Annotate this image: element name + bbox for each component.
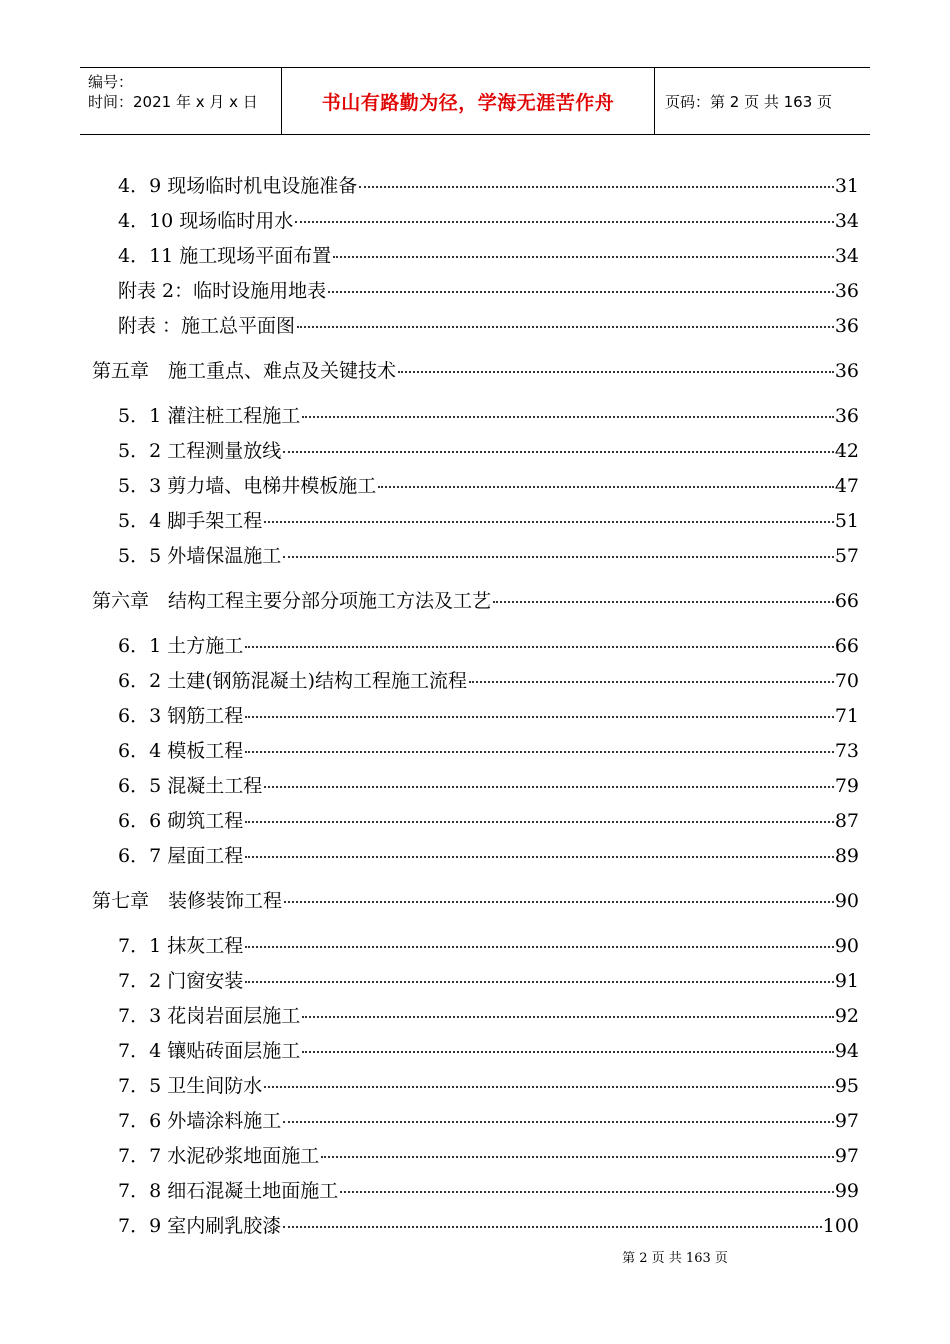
toc-entry-title: 5．2 工程测量放线 xyxy=(118,440,282,462)
toc-entry-page-number: 89 xyxy=(834,845,859,867)
toc-entry-title: 5．4 脚手架工程 xyxy=(118,510,263,532)
toc-entry-page-number: 90 xyxy=(834,890,859,912)
page-header xyxy=(80,67,870,135)
toc-entry-title: 6．2 土建(钢筋混凝土)结构工程施工流程 xyxy=(118,670,468,692)
toc-leader-dots xyxy=(398,347,834,373)
header-motto: 书山有路勤为径，学海无涯苦作舟 xyxy=(282,68,655,134)
toc-leader-dots xyxy=(378,462,834,488)
toc-section-entry[interactable] xyxy=(118,731,859,762)
toc-entry-title: 7．5 卫生间防水 xyxy=(118,1075,263,1097)
toc-chapter-entry[interactable] xyxy=(92,351,859,382)
document-date: 时间：2021 年 x 月 x 日 xyxy=(88,93,258,111)
toc-section-entry[interactable] xyxy=(118,836,859,867)
toc-entry-page-number: 66 xyxy=(834,590,859,612)
document-number-label: 编号： xyxy=(88,73,134,91)
toc-entry-title: 5．1 灌注桩工程施工 xyxy=(118,405,301,427)
toc-entry-page-number: 66 xyxy=(834,635,859,657)
toc-section-entry[interactable] xyxy=(118,1136,859,1167)
toc-entry-title: 6．4 模板工程 xyxy=(118,740,244,762)
toc-entry-title: 6．3 钢筋工程 xyxy=(118,705,244,727)
toc-section-entry[interactable] xyxy=(118,1101,859,1132)
toc-entry-page-number: 87 xyxy=(834,810,859,832)
toc-section-entry[interactable] xyxy=(118,661,859,692)
toc-entry-page-number: 91 xyxy=(834,970,859,992)
toc-entry-page-number: 57 xyxy=(834,545,859,567)
toc-entry-page-number: 97 xyxy=(834,1110,859,1132)
toc-entry-page-number: 92 xyxy=(834,1005,859,1027)
toc-section-entry[interactable] xyxy=(118,536,859,567)
toc-section-entry[interactable] xyxy=(118,926,859,957)
toc-entry-page-number: 51 xyxy=(834,510,859,532)
toc-leader-dots xyxy=(284,877,834,903)
toc-leader-dots xyxy=(245,957,834,983)
toc-entry-title: 4．9 现场临时机电设施准备 xyxy=(118,175,358,197)
toc-entry-page-number: 34 xyxy=(834,245,859,267)
toc-entry-title: 附表 ：施工总平面图 xyxy=(118,315,296,337)
toc-entry-title: 6．1 土方施工 xyxy=(118,635,244,657)
toc-leader-dots xyxy=(302,392,834,418)
toc-section-entry[interactable] xyxy=(118,1206,859,1237)
toc-entry-page-number: 34 xyxy=(834,210,859,232)
toc-leader-dots xyxy=(264,762,834,788)
toc-section-entry[interactable] xyxy=(118,396,859,427)
toc-chapter-entry[interactable] xyxy=(92,581,859,612)
toc-entry-page-number: 36 xyxy=(834,405,859,427)
toc-entry-title: 第六章 结构工程主要分部分项施工方法及工艺 xyxy=(92,590,492,612)
toc-section-entry[interactable] xyxy=(118,166,859,197)
toc-leader-dots xyxy=(283,1202,822,1228)
toc-entry-title: 6．5 混凝土工程 xyxy=(118,775,263,797)
header-meta xyxy=(80,68,282,134)
toc-section-entry[interactable] xyxy=(118,431,859,462)
toc-leader-dots xyxy=(340,1167,834,1193)
toc-entry-page-number: 95 xyxy=(834,1075,859,1097)
toc-entry-title: 6．6 砌筑工程 xyxy=(118,810,244,832)
toc-leader-dots xyxy=(297,302,834,328)
toc-section-entry[interactable] xyxy=(118,961,859,992)
toc-section-entry[interactable] xyxy=(118,1031,859,1062)
toc-leader-dots xyxy=(245,727,834,753)
toc-entry-title: 7．6 外墙涂料施工 xyxy=(118,1110,282,1132)
toc-leader-dots xyxy=(264,497,834,523)
toc-entry-title: 7．7 水泥砂浆地面施工 xyxy=(118,1145,320,1167)
toc-section-entry[interactable] xyxy=(118,501,859,532)
toc-entry-title: 7．1 抹灰工程 xyxy=(118,935,244,957)
toc-section-entry[interactable] xyxy=(118,626,859,657)
toc-leader-dots xyxy=(264,1062,834,1088)
toc-leader-dots xyxy=(359,162,834,188)
toc-leader-dots xyxy=(321,1132,834,1158)
toc-leader-dots xyxy=(302,1027,834,1053)
toc-section-entry[interactable] xyxy=(118,201,859,232)
toc-entry-page-number: 31 xyxy=(834,175,859,197)
toc-entry-title: 第七章 装修装饰工程 xyxy=(92,890,283,912)
toc-section-entry[interactable] xyxy=(118,996,859,1027)
toc-entry-title: 附表 2：临时设施用地表 xyxy=(118,280,327,302)
toc-chapter-entry[interactable] xyxy=(92,881,859,912)
toc-leader-dots xyxy=(245,622,834,648)
toc-entry-page-number: 99 xyxy=(834,1180,859,1202)
toc-leader-dots xyxy=(283,1097,834,1123)
toc-section-entry[interactable] xyxy=(118,466,859,497)
toc-entry-page-number: 36 xyxy=(834,280,859,302)
toc-entry-page-number: 73 xyxy=(834,740,859,762)
toc-entry-page-number: 71 xyxy=(834,705,859,727)
toc-entry-title: 4．10 现场临时用水 xyxy=(118,210,294,232)
toc-entry-title: 7．8 细石混凝土地面施工 xyxy=(118,1180,339,1202)
toc-section-entry[interactable] xyxy=(118,1066,859,1097)
toc-entry-page-number: 70 xyxy=(834,670,859,692)
page-footer: 第 2 页 共 163 页 xyxy=(622,1251,728,1266)
toc-entry-title: 4．11 施工现场平面布置 xyxy=(118,245,332,267)
toc-leader-dots xyxy=(245,922,834,948)
toc-entry-title: 5．3 剪力墙、电梯井模板施工 xyxy=(118,475,377,497)
header-page-info: 页码：第 2 页 共 163 页 xyxy=(665,92,833,111)
toc-entry-page-number: 42 xyxy=(834,440,859,462)
toc-leader-dots xyxy=(333,232,834,258)
toc-section-entry[interactable] xyxy=(118,271,859,302)
toc-leader-dots xyxy=(245,832,834,858)
toc-leader-dots xyxy=(295,197,834,223)
toc-leader-dots xyxy=(469,657,834,683)
toc-section-entry[interactable] xyxy=(118,696,859,727)
toc-entry-page-number: 97 xyxy=(834,1145,859,1167)
toc-entry-page-number: 36 xyxy=(834,360,859,382)
toc-section-entry[interactable] xyxy=(118,1171,859,1202)
toc-entry-title: 6．7 屋面工程 xyxy=(118,845,244,867)
toc-leader-dots xyxy=(493,577,834,603)
toc-leader-dots xyxy=(302,992,834,1018)
toc-section-entry[interactable] xyxy=(118,306,859,337)
toc-entry-title: 第五章 施工重点、难点及关键技术 xyxy=(92,360,397,382)
toc-entry-title: 7．2 门窗安装 xyxy=(118,970,244,992)
toc-entry-page-number: 90 xyxy=(834,935,859,957)
toc-entry-title: 5．5 外墙保温施工 xyxy=(118,545,282,567)
toc-entry-page-number: 47 xyxy=(834,475,859,497)
toc-entry-page-number: 100 xyxy=(822,1215,859,1237)
toc-leader-dots xyxy=(245,692,834,718)
toc-entry-title: 7．4 镶贴砖面层施工 xyxy=(118,1040,301,1062)
toc-section-entry[interactable] xyxy=(118,801,859,832)
toc-entry-page-number: 36 xyxy=(834,315,859,337)
toc-entry-page-number: 79 xyxy=(834,775,859,797)
toc-entry-title: 7．9 室内刷乳胶漆 xyxy=(118,1215,282,1237)
toc-section-entry[interactable] xyxy=(118,236,859,267)
toc-entry-title: 7．3 花岗岩面层施工 xyxy=(118,1005,301,1027)
toc-section-entry[interactable] xyxy=(118,766,859,797)
toc-leader-dots xyxy=(283,532,834,558)
toc-leader-dots xyxy=(283,427,834,453)
toc-entry-page-number: 94 xyxy=(834,1040,859,1062)
toc-leader-dots xyxy=(328,267,834,293)
toc-leader-dots xyxy=(245,797,834,823)
